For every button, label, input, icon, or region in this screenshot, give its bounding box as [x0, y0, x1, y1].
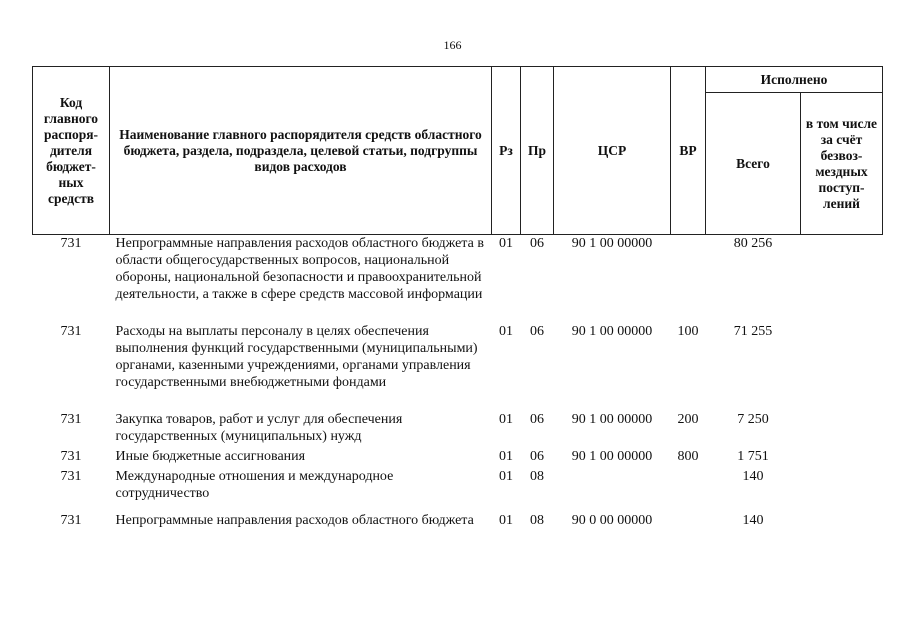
- table-row: [33, 411, 883, 448]
- header-total: Всего: [706, 93, 801, 235]
- cell-rz: 01: [499, 469, 513, 484]
- cell-rz: 01: [499, 324, 513, 339]
- cell-including: [801, 411, 883, 448]
- cell-name: Иные бюджетные ассигнования: [115, 449, 306, 464]
- cell-total: 1 751: [737, 449, 769, 464]
- cell-code: 731: [60, 236, 82, 251]
- cell-pr: 06: [530, 236, 544, 251]
- cell-vr: [671, 235, 706, 324]
- table-header: [33, 67, 883, 235]
- cell-total: 71 255: [733, 324, 773, 339]
- page-number: 166: [443, 38, 462, 52]
- header-csr: ЦСР: [554, 67, 671, 235]
- table-row: [33, 468, 883, 512]
- cell-name: Непрограммные направления расходов областного бюджета в области общегосударственных вопросов, национальной обороны, национальной безопасности и правоохранительной деятельности, а также в сфере средств массовой информации: [115, 236, 484, 302]
- header-vr: ВР: [671, 67, 706, 235]
- cell-rz: 01: [499, 412, 513, 427]
- cell-rz: 01: [499, 449, 513, 464]
- cell-name: Непрограммные направления расходов областного бюджета: [115, 513, 474, 528]
- header-pr: Пр: [521, 67, 554, 235]
- cell-including: [801, 448, 883, 468]
- cell-vr: 100: [677, 324, 699, 339]
- cell-vr: 800: [677, 449, 699, 464]
- cell-vr: [671, 468, 706, 512]
- cell-csr: 90 1 00 00000: [571, 236, 653, 251]
- cell-name: Расходы на выплаты персоналу в целях обеспечения выполнения функций государственными (муниципальными) органами, казенными учреждениями, органами управления государственными внебюджетными фондами: [115, 324, 478, 390]
- cell-csr: 90 1 00 00000: [571, 449, 653, 464]
- cell-pr: 06: [530, 412, 544, 427]
- cell-csr: [554, 468, 671, 512]
- cell-csr: 90 0 00 00000: [571, 513, 653, 528]
- cell-rz: 01: [499, 513, 513, 528]
- header-executed: Исполнено: [706, 67, 883, 93]
- cell-pr: 08: [530, 469, 544, 484]
- cell-csr: 90 1 00 00000: [571, 324, 653, 339]
- table-row: [33, 323, 883, 411]
- cell-including: [801, 323, 883, 411]
- header-rz: Рз: [492, 67, 521, 235]
- cell-code: 731: [60, 449, 82, 464]
- cell-code: 731: [60, 324, 82, 339]
- cell-name: Закупка товаров, работ и услуг для обеспечения государственных (муниципальных) нужд: [115, 412, 403, 444]
- cell-including: [801, 512, 883, 532]
- cell-vr: 200: [677, 412, 699, 427]
- table-row: [33, 448, 883, 468]
- cell-total: 140: [742, 513, 764, 528]
- cell-csr: 90 1 00 00000: [571, 412, 653, 427]
- cell-code: 731: [60, 513, 82, 528]
- cell-pr: 08: [530, 513, 544, 528]
- header-code: Код главного распоря-дителя бюджет-ных средств: [33, 67, 110, 235]
- cell-including: [801, 468, 883, 512]
- table-body: [33, 235, 883, 533]
- cell-pr: 06: [530, 449, 544, 464]
- cell-pr: 06: [530, 324, 544, 339]
- cell-code: 731: [60, 469, 82, 484]
- cell-total: 140: [742, 469, 764, 484]
- cell-including: [801, 235, 883, 324]
- table-row: [33, 512, 883, 532]
- cell-total: 80 256: [733, 236, 773, 251]
- header-including: в том числе за счёт безвоз-мездных поступ-лений: [801, 93, 883, 235]
- cell-code: 731: [60, 412, 82, 427]
- header-name: Наименование главного распорядителя средств областного бюджета, раздела, подраздела, целевой статьи, подгруппы видов расходов: [110, 67, 492, 235]
- cell-total: 7 250: [737, 412, 769, 427]
- budget-table: [32, 66, 883, 532]
- table-row: [33, 235, 883, 324]
- cell-name: Международные отношения и международное сотрудничество: [115, 469, 394, 501]
- cell-vr: [671, 512, 706, 532]
- cell-rz: 01: [499, 236, 513, 251]
